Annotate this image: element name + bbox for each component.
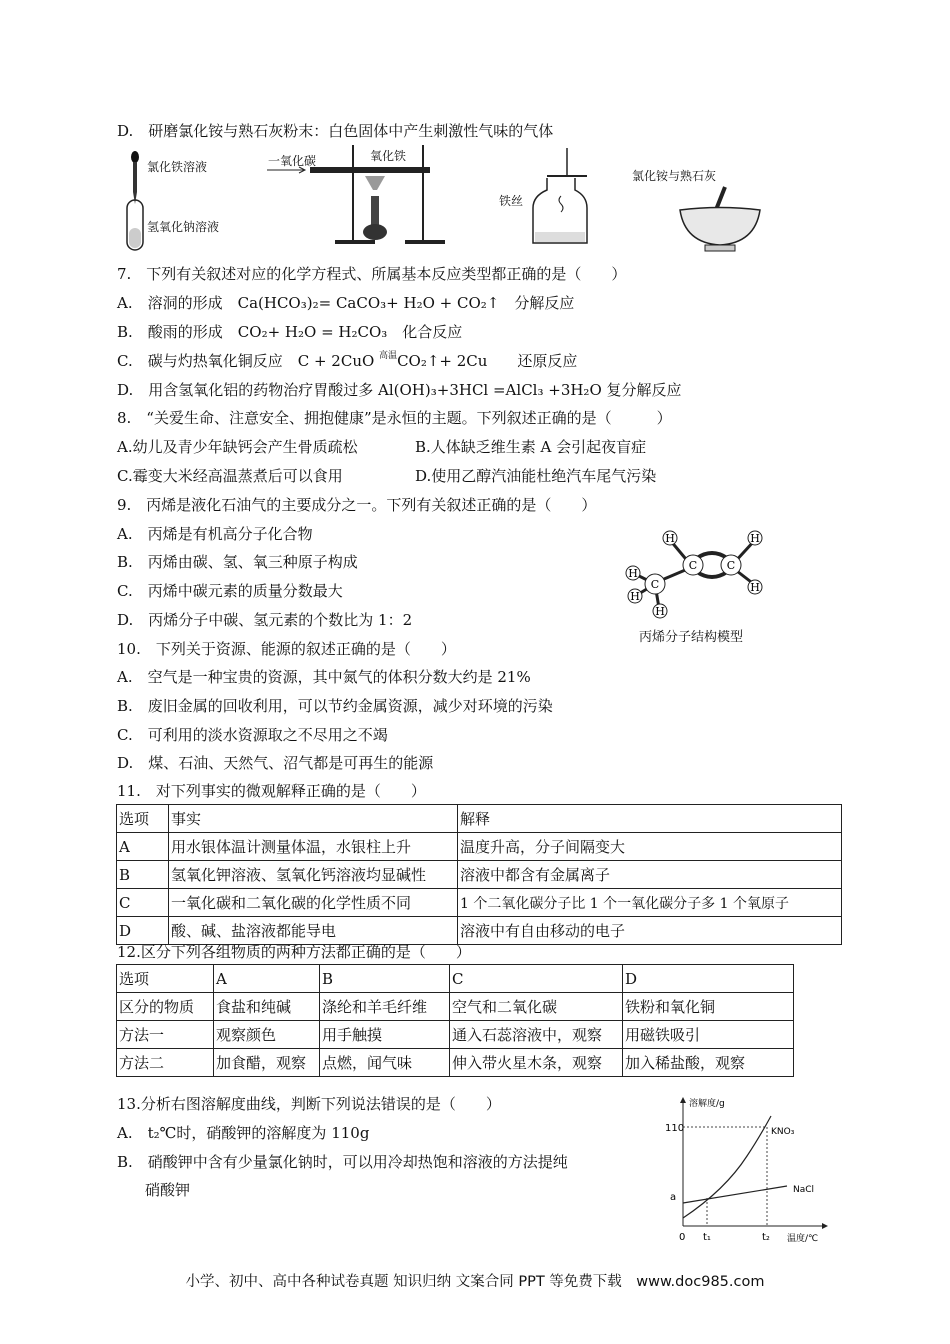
q7-option-c-condition: 高温: [379, 351, 398, 361]
propene-model-figure: [615, 520, 785, 655]
q10-option-c: C. 可利用的淡水资源取之不尽用之不竭: [117, 726, 388, 744]
q8-option-a: A.幼儿及青少年缺钙会产生骨质疏松: [117, 438, 358, 456]
atom-h-5: H: [630, 590, 640, 603]
atom-c-1: C: [688, 559, 698, 572]
table-cell: 温度升高，分子间隔变大: [458, 833, 842, 861]
label-ammonium-chloride-lime: 氯化铵与熟石灰: [632, 169, 717, 183]
table-cell: 溶液中有自由移动的电子: [458, 917, 842, 945]
table-cell: C: [117, 889, 169, 917]
y-tick-a: a: [670, 1192, 677, 1203]
table-row: [117, 805, 842, 833]
q7-option-a: A. 溶洞的形成 Ca(HCO₃)₂= CaCO₃+ H₂O + CO₂↑ 分解反应: [117, 294, 575, 312]
q10-option-a: A. 空气是一种宝贵的资源，其中氮气的体积分数大约是 21%: [117, 668, 531, 686]
table-cell: B: [117, 861, 169, 889]
q12-stem: 12.区分下列各组物质的两种方法都正确的是（ ）: [117, 943, 471, 961]
q13-option-b-line1: B. 硝酸钾中含有少量氯化钠时，可以用冷却热饱和溶液的方法提纯: [117, 1153, 568, 1171]
q13-option-b-line2: 硝酸钾: [145, 1181, 191, 1199]
label-ferric-oxide: 氧化铁: [370, 149, 407, 163]
figure-mortar-pestle: [630, 165, 780, 255]
x-tick-t1: t₁: [703, 1232, 711, 1243]
atom-c-2: C: [726, 559, 736, 572]
q7-option-d: D. 用含氢氧化铝的药物治疗胃酸过多 Al(OH)₃+3HCl =AlCl₃ +3H₂O 复分解反应: [117, 381, 682, 399]
table-cell: 用磁铁吸引: [623, 1021, 794, 1049]
table-cell: D: [623, 965, 794, 993]
table-row: [117, 833, 842, 861]
table-cell: 用手触摸: [320, 1021, 450, 1049]
table-cell: 一氧化碳和二氧化碳的化学性质不同: [169, 889, 458, 917]
q8-option-c: C.霉变大米经高温蒸煮后可以食用: [117, 467, 343, 485]
table-cell: 加食醋，观察: [214, 1049, 320, 1077]
table-cell: 通入石蕊溶液中，观察: [450, 1021, 623, 1049]
table-cell: 观察颜色: [214, 1021, 320, 1049]
table-cell: A: [214, 965, 320, 993]
label-ferric-chloride: 氯化铁溶液: [147, 160, 208, 174]
table-row: [117, 965, 794, 993]
table-row: [117, 861, 842, 889]
kno3-curve: [683, 1116, 771, 1218]
table-cell: D: [117, 917, 169, 945]
table-cell: 点燃，闻气味: [320, 1049, 450, 1077]
nacl-line: [683, 1186, 787, 1203]
table-cell: 溶液中都含有金属离子: [458, 861, 842, 889]
label-sodium-hydroxide: 氢氧化钠溶液: [147, 220, 220, 234]
series-label-kno3: KNO₃: [771, 1127, 795, 1137]
q9-option-d: D. 丙烯分子中碳、氢元素的个数比为 1：2: [117, 611, 413, 629]
figure-iron-wire-jar: [495, 148, 595, 248]
q13-stem: 13.分析右图溶解度曲线，判断下列说法错误的是（ ）: [117, 1095, 501, 1113]
q7-option-c-pre: C. 碳与灼热氧化铜反应 C + 2CuO: [117, 352, 380, 370]
label-iron-wire: 铁丝: [499, 194, 524, 208]
table-cell: 选项: [117, 805, 169, 833]
solubility-chart: [665, 1094, 835, 1246]
page-footer: 小学、初中、高中各种试卷真题 知识归纳 文案合同 PPT 等免费下载 www.doc985.com: [185, 1274, 765, 1290]
atom-h-4: H: [628, 567, 638, 580]
q7-option-c: [117, 351, 577, 374]
table-row: [117, 1021, 794, 1049]
series-label-nacl: NaCl: [793, 1185, 815, 1195]
table-cell: 区分的物质: [117, 993, 214, 1021]
q9-stem: 9. 丙烯是液化石油气的主要成分之一。下列有关叙述正确的是（ ）: [117, 496, 597, 514]
x-tick-0: 0: [679, 1232, 686, 1243]
q7-option-b: B. 酸雨的形成 CO₂+ H₂O = H₂CO₃ 化合反应: [117, 323, 463, 341]
label-carbon-monoxide: 一氧化碳: [268, 154, 317, 168]
q8-option-b: B.人体缺乏维生素 A 会引起夜盲症: [415, 438, 647, 456]
table-cell: 氢氧化钾溶液、氢氧化钙溶液均显碱性: [169, 861, 458, 889]
q7-option-c-post: CO₂↑+ 2Cu 还原反应: [397, 352, 578, 370]
q7-stem: 7. 下列有关叙述对应的化学方程式、所属基本反应类型都正确的是（ ）: [117, 265, 627, 283]
propene-model-drawing: [615, 520, 785, 630]
atom-h-3: H: [750, 581, 760, 594]
table-cell: 食盐和纯碱: [214, 993, 320, 1021]
table-cell: 伸入带火星木条，观察: [450, 1049, 623, 1077]
atom-h-2: H: [750, 532, 760, 545]
q9-option-b: B. 丙烯由碳、氢、氧三种原子构成: [117, 553, 358, 571]
table-row: [117, 889, 842, 917]
table-cell: 方法二: [117, 1049, 214, 1077]
table-cell: 酸、碱、盐溶液都能导电: [169, 917, 458, 945]
q8-option-d: D.使用乙醇汽油能杜绝汽车尾气污染: [415, 467, 657, 485]
table-cell: A: [117, 833, 169, 861]
q10-option-b: B. 废旧金属的回收利用，可以节约金属资源，减少对环境的污染: [117, 697, 553, 715]
table-row: [117, 1049, 794, 1077]
figure-co-reduction-apparatus: [265, 140, 465, 248]
table-cell: 涤纶和羊毛纤维: [320, 993, 450, 1021]
q10-option-d: D. 煤、石油、天然气、沼气都是可再生的能源: [117, 754, 434, 772]
table-cell: 方法一: [117, 1021, 214, 1049]
propene-model-caption: 丙烯分子结构模型: [639, 630, 744, 645]
q10-stem: 10. 下列关于资源、能源的叙述正确的是（ ）: [117, 640, 456, 658]
x-axis-label: 温度/℃: [787, 1234, 819, 1244]
table-cell: 加入稀盐酸，观察: [623, 1049, 794, 1077]
x-tick-t2: t₂: [762, 1232, 770, 1243]
atom-h-1: H: [665, 532, 675, 545]
y-axis-label: 溶解度/g: [689, 1099, 725, 1109]
q11-table: [116, 804, 842, 945]
q11-stem: 11. 对下列事实的微观解释正确的是（ ）: [117, 782, 426, 800]
q12-table: [116, 964, 794, 1077]
table-cell: 空气和二氧化碳: [450, 993, 623, 1021]
table-row: [117, 993, 794, 1021]
q9-option-c: C. 丙烯中碳元素的质量分数最大: [117, 582, 343, 600]
y-tick-110: 110: [665, 1123, 685, 1134]
figure-dropper-test-tube: [115, 148, 245, 253]
q8-stem: 8. “关爱生命、注意安全、拥抱健康”是永恒的主题。下列叙述正确的是（ ）: [117, 409, 672, 427]
table-cell: 用水银体温计测量体温，水银柱上升: [169, 833, 458, 861]
q9-option-a: A. 丙烯是有机高分子化合物: [117, 525, 313, 543]
table-cell: 1 个二氧化碳分子比 1 个一氧化碳分子多 1 个氧原子: [458, 889, 842, 917]
q13-option-a: A. t₂℃时，硝酸钾的溶解度为 110g: [117, 1124, 370, 1142]
atom-h-6: H: [655, 605, 665, 618]
table-cell: 铁粉和氧化铜: [623, 993, 794, 1021]
table-cell: 选项: [117, 965, 214, 993]
table-cell: 解释: [458, 805, 842, 833]
table-cell: C: [450, 965, 623, 993]
table-cell: 事实: [169, 805, 458, 833]
table-cell: B: [320, 965, 450, 993]
atom-c-3: C: [650, 578, 660, 591]
table-row: [117, 917, 842, 945]
q6-option-d: D. 研磨氯化铵与熟石灰粉末：白色固体中产生刺激性气味的气体: [117, 122, 554, 140]
